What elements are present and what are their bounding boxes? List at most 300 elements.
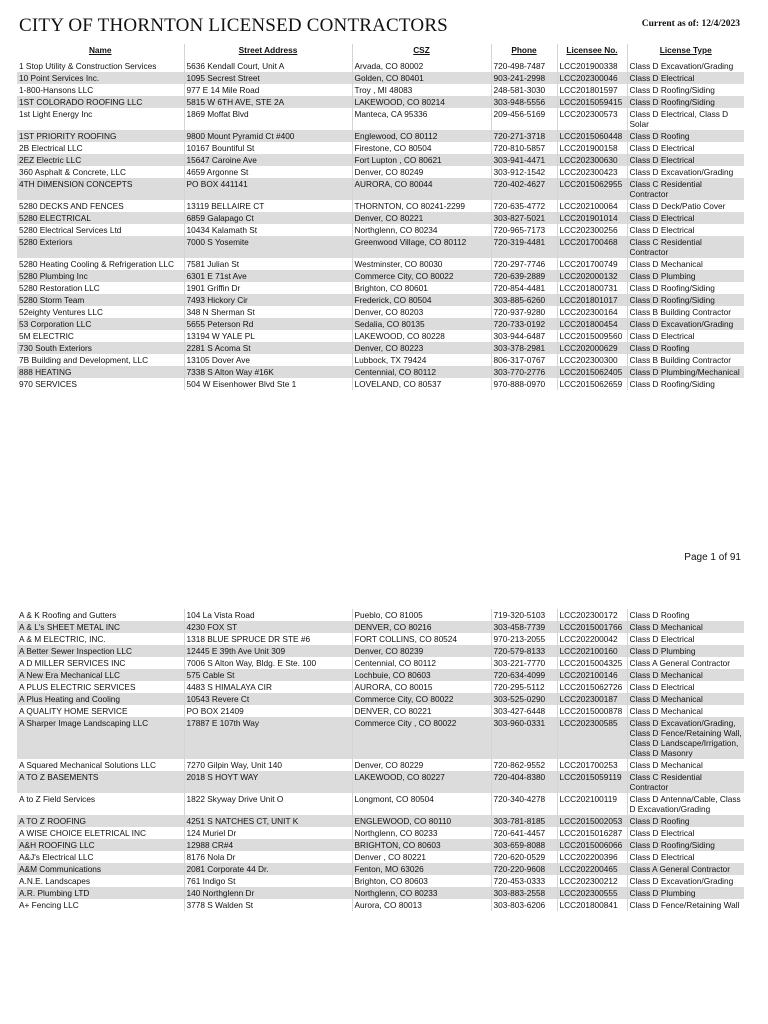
cell-licensee-no: LCC202200465 (557, 863, 627, 875)
cell-csz: Fenton, MO 63026 (352, 863, 491, 875)
table-row[interactable] (17, 609, 744, 621)
cell-csz: AURORA, CO 80044 (352, 178, 491, 200)
cell-name: 1ST PRIORITY ROOFING (19, 131, 117, 141)
cell-license-type: Class D Electrical (627, 330, 744, 342)
cell-phone: 720-733-0192 (491, 318, 557, 330)
cell-phone: 970-213-2055 (491, 633, 557, 645)
table-row[interactable] (17, 645, 744, 657)
cell-licensee-no: LCC202300212 (557, 875, 627, 887)
cell-licensee-no: LCC2015062726 (557, 681, 627, 693)
table-row[interactable] (17, 366, 744, 378)
column-header-street-address[interactable]: Street Address (184, 44, 352, 60)
cell-street-address: 7270 Gilpin Way, Unit 140 (184, 759, 352, 771)
cell-license-type: Class D Mechanical (627, 759, 744, 771)
cell-csz: LOVELAND, CO 80537 (352, 378, 491, 390)
cell-license-type: Class D Electrical (627, 681, 744, 693)
cell-street-address: 124 Muriel Dr (184, 827, 352, 839)
table-row[interactable] (17, 657, 744, 669)
cell-street-address: 504 W Eisenhower Blvd Ste 1 (184, 378, 352, 390)
cell-csz: Englewood, CO 80112 (352, 130, 491, 142)
cell-phone: 720-635-4772 (491, 200, 557, 212)
cell-licensee-no: LCC2015059119 (557, 771, 627, 793)
cell-name: 1st Light Energy Inc (19, 109, 93, 119)
cell-license-type: Class D Excavation/Grading, Class D Fence/Retaining Wall, Class D Landscape/Irrigation, Class D Masonry (627, 717, 744, 759)
cell-name: 7B Building and Development, LLC (19, 355, 149, 365)
cell-name: 5280 Heating Cooling & Refrigeration LLC (19, 259, 174, 269)
cell-street-address: PO BOX 441141 (184, 178, 352, 200)
cell-licensee-no: LCC202000629 (557, 342, 627, 354)
cell-street-address: 15647 Caroine Ave (184, 154, 352, 166)
cell-license-type: Class B Building Contractor (627, 354, 744, 366)
cell-street-address: 9800 Mount Pyramid Ct #400 (184, 130, 352, 142)
cell-street-address: 761 Indigo St (184, 875, 352, 887)
cell-street-address: 2018 S HOYT WAY (184, 771, 352, 793)
cell-name: A & M ELECTRIC, INC. (19, 634, 106, 644)
table-row[interactable] (17, 60, 744, 72)
page-title: CITY OF THORNTON LICENSED CONTRACTORS (19, 15, 448, 36)
cell-licensee-no: LCC201801597 (557, 84, 627, 96)
table-row[interactable] (17, 130, 744, 142)
cell-name: 970 SERVICES (19, 379, 77, 389)
cell-street-address: 6301 E 71st Ave (184, 270, 352, 282)
cell-csz: Lochbuie, CO 80603 (352, 669, 491, 681)
cell-csz: Denver, CO 80229 (352, 759, 491, 771)
table-row[interactable] (17, 693, 744, 705)
cell-phone: 720-404-8380 (491, 771, 557, 793)
table-row[interactable] (17, 96, 744, 108)
cell-phone: 970-888-0970 (491, 378, 557, 390)
cell-licensee-no: LCC2015000878 (557, 705, 627, 717)
cell-license-type: Class D Electrical (627, 851, 744, 863)
cell-csz: BRIGHTON, CO 80603 (352, 839, 491, 851)
cell-csz: Lubbock, TX 79424 (352, 354, 491, 366)
cell-license-type: Class D Roofing/Siding (627, 839, 744, 851)
cell-phone: 303-883-2558 (491, 887, 557, 899)
cell-csz: Northglenn, CO 80234 (352, 224, 491, 236)
cell-street-address: 2281 S Acoma St (184, 342, 352, 354)
contractors-table-page-1 (17, 44, 744, 390)
table-row[interactable] (17, 318, 744, 330)
cell-license-type: Class B Building Contractor (627, 306, 744, 318)
cell-phone: 720-579-8133 (491, 645, 557, 657)
table-row[interactable] (17, 84, 744, 96)
cell-name: 10 Point Services Inc. (19, 73, 100, 83)
table-row[interactable] (17, 851, 744, 863)
cell-name: 5280 ELECTRICAL (19, 213, 91, 223)
table-row[interactable] (17, 270, 744, 282)
cell-phone: 303-803-6206 (491, 899, 557, 911)
cell-phone: 303-912-1542 (491, 166, 557, 178)
table-row[interactable] (17, 793, 744, 815)
current-as-of-label: Current as of: 12/4/2023 (641, 19, 740, 29)
cell-phone: 720-295-5112 (491, 681, 557, 693)
cell-license-type: Class D Plumbing (627, 645, 744, 657)
table-row[interactable] (17, 887, 744, 899)
cell-phone: 303-221-7770 (491, 657, 557, 669)
cell-name: 360 Asphalt & Concrete, LLC (19, 167, 127, 177)
cell-name: A TO Z BASEMENTS (19, 772, 99, 782)
cell-name: 5M ELECTRIC (19, 331, 74, 341)
column-header-phone[interactable]: Phone (491, 44, 557, 60)
cell-name: 52eighty Ventures LLC (19, 307, 103, 317)
table-row[interactable] (17, 224, 744, 236)
table-row[interactable] (17, 294, 744, 306)
table-row[interactable] (17, 212, 744, 224)
cell-phone: 720-965-7173 (491, 224, 557, 236)
cell-license-type: Class D Electrical (627, 633, 744, 645)
cell-street-address: 348 N Sherman St (184, 306, 352, 318)
cell-street-address: 5815 W 6TH AVE, STE 2A (184, 96, 352, 108)
cell-street-address: 1095 Secrest Street (184, 72, 352, 84)
cell-street-address: 4230 FOX ST (184, 621, 352, 633)
cell-phone: 303-770-2776 (491, 366, 557, 378)
cell-phone: 303-948-5556 (491, 96, 557, 108)
cell-licensee-no: LCC202300573 (557, 108, 627, 130)
cell-name: 53 Corporation LLC (19, 319, 92, 329)
cell-street-address: 4483 S HIMALAYA CIR (184, 681, 352, 693)
cell-phone: 303-378-2981 (491, 342, 557, 354)
cell-license-type: Class D Excavation/Grading (627, 166, 744, 178)
cell-name: A Plus Heating and Cooling (19, 694, 121, 704)
cell-phone: 720-854-4481 (491, 282, 557, 294)
table-row[interactable] (17, 759, 744, 771)
table-row[interactable] (17, 705, 744, 717)
cell-licensee-no: LCC202200042 (557, 633, 627, 645)
cell-licensee-no: LCC202300555 (557, 887, 627, 899)
column-header-csz[interactable]: CSZ (352, 44, 491, 60)
cell-street-address: 10167 Bountiful St (184, 142, 352, 154)
table-row[interactable] (17, 815, 744, 827)
cell-phone: 720-810-5857 (491, 142, 557, 154)
cell-license-type: Class D Excavation/Grading (627, 60, 744, 72)
cell-street-address: 5636 Kendall Court, Unit A (184, 60, 352, 72)
cell-csz: Brighton, CO 80603 (352, 875, 491, 887)
cell-licensee-no: LCC2015006066 (557, 839, 627, 851)
cell-licensee-no: LCC202300256 (557, 224, 627, 236)
cell-street-address: 7000 S Yosemite (184, 236, 352, 258)
cell-phone: 720-402-4627 (491, 178, 557, 200)
cell-name: A.R. Plumbing LTD (19, 888, 90, 898)
cell-licensee-no: LCC201800454 (557, 318, 627, 330)
table-row[interactable] (17, 72, 744, 84)
cell-street-address: 4659 Argonne St (184, 166, 352, 178)
cell-street-address: 6859 Galapago Ct (184, 212, 352, 224)
cell-name: A+ Fencing LLC (19, 900, 79, 910)
cell-csz: Northglenn, CO 80233 (352, 887, 491, 899)
cell-csz: LAKEWOOD, CO 80228 (352, 330, 491, 342)
table-row[interactable] (17, 330, 744, 342)
table-row[interactable] (17, 899, 744, 911)
cell-csz: Greenwood Village, CO 80112 (352, 236, 491, 258)
cell-csz: AURORA, CO 80015 (352, 681, 491, 693)
cell-csz: Westminster, CO 80030 (352, 258, 491, 270)
cell-csz: Centennial, CO 80112 (352, 366, 491, 378)
table-row[interactable] (17, 621, 744, 633)
cell-phone: 720-641-4457 (491, 827, 557, 839)
cell-name: 5280 Storm Team (19, 295, 85, 305)
cell-csz: Arvada, CO 80002 (352, 60, 491, 72)
cell-name: 2EZ Electric LLC (19, 155, 82, 165)
table-header-row (17, 44, 744, 60)
cell-phone: 303-941-4471 (491, 154, 557, 166)
cell-license-type: Class D Roofing (627, 342, 744, 354)
page-number-label: Page 1 of 91 (684, 552, 741, 563)
cell-street-address: 10434 Kalamath St (184, 224, 352, 236)
cell-name: A&H ROOFING LLC (19, 840, 95, 850)
cell-license-type: Class D Mechanical (627, 705, 744, 717)
cell-license-type: Class D Electrical (627, 212, 744, 224)
cell-street-address: 4251 S NATCHES CT, UNIT K (184, 815, 352, 827)
cell-phone: 720-453-0333 (491, 875, 557, 887)
table-row[interactable] (17, 771, 744, 793)
cell-licensee-no: LCC201700468 (557, 236, 627, 258)
cell-licensee-no: LCC202100064 (557, 200, 627, 212)
cell-phone: 720-297-7746 (491, 258, 557, 270)
cell-csz: Golden, CO 80401 (352, 72, 491, 84)
cell-name: A & L's SHEET METAL INC (19, 622, 121, 632)
cell-license-type: Class D Antenna/Cable, Class D Excavation/Grading (627, 793, 744, 815)
cell-license-type: Class D Roofing (627, 130, 744, 142)
cell-license-type: Class D Mechanical (627, 669, 744, 681)
cell-name: A to Z Field Services (19, 794, 96, 804)
cell-street-address: 13194 W YALE PL (184, 330, 352, 342)
cell-phone: 209-456-5169 (491, 108, 557, 130)
cell-street-address: 140 Northglenn Dr (184, 887, 352, 899)
cell-name: 5280 Restoration LLC (19, 283, 100, 293)
cell-licensee-no: LCC201700749 (557, 258, 627, 270)
cell-street-address: 104 La Vista Road (184, 609, 352, 621)
cell-licensee-no: LCC201801017 (557, 294, 627, 306)
cell-phone: 303-781-8185 (491, 815, 557, 827)
cell-csz: THORNTON, CO 80241-2299 (352, 200, 491, 212)
cell-street-address: 8176 Nola Dr (184, 851, 352, 863)
cell-street-address: 7581 Julian St (184, 258, 352, 270)
cell-license-type: Class D Mechanical (627, 621, 744, 633)
cell-street-address: 7493 Hickory Cir (184, 294, 352, 306)
cell-name: A Squared Mechanical Solutions LLC (19, 760, 156, 770)
cell-license-type: Class D Electrical (627, 72, 744, 84)
cell-name: A New Era Mechanical LLC (19, 670, 120, 680)
cell-csz: Fort Lupton , CO 80621 (352, 154, 491, 166)
cell-csz: Denver, CO 80239 (352, 645, 491, 657)
table-row[interactable] (17, 258, 744, 270)
cell-street-address: 17887 E 107th Way (184, 717, 352, 759)
cell-csz: Denver, CO 80249 (352, 166, 491, 178)
cell-licensee-no: LCC202000132 (557, 270, 627, 282)
table-row[interactable] (17, 839, 744, 851)
table-row[interactable] (17, 282, 744, 294)
cell-phone: 720-639-2889 (491, 270, 557, 282)
cell-license-type: Class D Roofing/Siding (627, 294, 744, 306)
cell-license-type: Class D Excavation/Grading (627, 318, 744, 330)
cell-license-type: Class D Roofing/Siding (627, 96, 744, 108)
cell-name: 730 South Exteriors (19, 343, 92, 353)
table-row[interactable] (17, 236, 744, 258)
cell-street-address: 977 E 14 Mile Road (184, 84, 352, 96)
cell-csz: Denver, CO 80223 (352, 342, 491, 354)
cell-csz: Commerce City , CO 80022 (352, 717, 491, 759)
cell-name: A Better Sewer Inspection LLC (19, 646, 132, 656)
cell-license-type: Class D Electrical (627, 827, 744, 839)
table-row[interactable] (17, 342, 744, 354)
cell-licensee-no: LCC2015001766 (557, 621, 627, 633)
cell-license-type: Class D Fence/Retaining Wall (627, 899, 744, 911)
cell-phone: 720-498-7487 (491, 60, 557, 72)
table-row[interactable] (17, 378, 744, 390)
cell-licensee-no: LCC202200396 (557, 851, 627, 863)
cell-phone: 303-458-7739 (491, 621, 557, 633)
cell-csz: DENVER, CO 80221 (352, 705, 491, 717)
cell-phone: 303-659-8088 (491, 839, 557, 851)
cell-licensee-no: LCC202300423 (557, 166, 627, 178)
cell-licensee-no: LCC202100119 (557, 793, 627, 815)
cell-street-address: 1822 Skyway Drive Unit O (184, 793, 352, 815)
cell-name: 888 HEATING (19, 367, 72, 377)
cell-licensee-no: LCC202100160 (557, 645, 627, 657)
table-row[interactable] (17, 178, 744, 200)
cell-name: 1 Stop Utility & Construction Services (19, 61, 157, 71)
cell-street-address: 1869 Moffat Blvd (184, 108, 352, 130)
cell-license-type: Class D Roofing/Siding (627, 282, 744, 294)
table-row[interactable] (17, 154, 744, 166)
cell-phone: 720-319-4481 (491, 236, 557, 258)
cell-licensee-no: LCC201700253 (557, 759, 627, 771)
cell-licensee-no: LCC2015002053 (557, 815, 627, 827)
cell-name: A.N.E. Landscapes (19, 876, 91, 886)
column-header-licensee-no[interactable]: Licensee No. (557, 44, 627, 60)
table-row[interactable] (17, 633, 744, 645)
table-row[interactable] (17, 354, 744, 366)
cell-phone: 720-862-9552 (491, 759, 557, 771)
cell-name: A&M Communications (19, 864, 102, 874)
cell-licensee-no: LCC202300164 (557, 306, 627, 318)
cell-licensee-no: LCC202300046 (557, 72, 627, 84)
cell-name: A PLUS ELECTRIC SERVICES (19, 682, 136, 692)
cell-phone: 303-827-5021 (491, 212, 557, 224)
cell-name: 1ST COLORADO ROOFING LLC (19, 97, 143, 107)
table-row[interactable] (17, 306, 744, 318)
cell-csz: LAKEWOOD, CO 80227 (352, 771, 491, 793)
cell-street-address: 575 Cable St (184, 669, 352, 681)
cell-phone: 720-340-4278 (491, 793, 557, 815)
cell-license-type: Class D Excavation/Grading (627, 875, 744, 887)
cell-license-type: Class C Residential Contractor (627, 771, 744, 793)
cell-license-type: Class D Electrical (627, 154, 744, 166)
cell-name: A Sharper Image Landscaping LLC (19, 718, 149, 728)
table-row[interactable] (17, 875, 744, 887)
cell-csz: Commerce City, CO 80022 (352, 693, 491, 705)
cell-csz: Aurora, CO 80013 (352, 899, 491, 911)
table-row[interactable] (17, 142, 744, 154)
cell-licensee-no: LCC2015062955 (557, 178, 627, 200)
cell-csz: ENGLEWOOD, CO 80110 (352, 815, 491, 827)
cell-licensee-no: LCC202300300 (557, 354, 627, 366)
cell-license-type: Class D Roofing (627, 815, 744, 827)
cell-csz: FORT COLLINS, CO 80524 (352, 633, 491, 645)
cell-licensee-no: LCC2015060448 (557, 130, 627, 142)
cell-street-address: PO BOX 21409 (184, 705, 352, 717)
cell-licensee-no: LCC2015059415 (557, 96, 627, 108)
table-row[interactable] (17, 200, 744, 212)
table-row[interactable] (17, 166, 744, 178)
table-row[interactable] (17, 717, 744, 759)
table-row[interactable] (17, 681, 744, 693)
cell-licensee-no: LCC201800731 (557, 282, 627, 294)
cell-csz: LAKEWOOD, CO 80214 (352, 96, 491, 108)
table-row[interactable] (17, 863, 744, 875)
cell-street-address: 3778 S Walden St (184, 899, 352, 911)
column-header-license-type[interactable]: License Type (627, 44, 744, 60)
cell-csz: Manteca, CA 95336 (352, 108, 491, 130)
cell-license-type: Class D Roofing/Siding (627, 378, 744, 390)
cell-licensee-no: LCC2015009560 (557, 330, 627, 342)
cell-licensee-no: LCC202300630 (557, 154, 627, 166)
cell-name: A&J's Electrical LLC (19, 852, 94, 862)
cell-csz: Denver , CO 80221 (352, 851, 491, 863)
cell-license-type: Class D Roofing/Siding (627, 84, 744, 96)
cell-phone: 720-620-0529 (491, 851, 557, 863)
contractors-table-page-2 (17, 609, 744, 911)
cell-license-type: Class D Deck/Patio Cover (627, 200, 744, 212)
cell-license-type: Class C Residential Contractor (627, 178, 744, 200)
cell-street-address: 1901 Griffin Dr (184, 282, 352, 294)
cell-license-type: Class D Plumbing (627, 887, 744, 899)
cell-phone: 303-944-6487 (491, 330, 557, 342)
cell-license-type: Class D Mechanical (627, 258, 744, 270)
table-row[interactable] (17, 827, 744, 839)
cell-licensee-no: LCC201900338 (557, 60, 627, 72)
cell-name: 5280 DECKS AND FENCES (19, 201, 124, 211)
cell-license-type: Class D Electrical (627, 224, 744, 236)
cell-phone: 719-320-5103 (491, 609, 557, 621)
column-header-name[interactable]: Name (88, 45, 112, 55)
cell-licensee-no: LCC202300585 (557, 717, 627, 759)
cell-name: A TO Z ROOFING (19, 816, 86, 826)
cell-phone: 720-937-9280 (491, 306, 557, 318)
cell-licensee-no: LCC202100146 (557, 669, 627, 681)
cell-phone: 303-427-6448 (491, 705, 557, 717)
cell-phone: 903-241-2998 (491, 72, 557, 84)
cell-name: A D MILLER SERVICES INC (19, 658, 126, 668)
cell-name: A WISE CHOICE ELETRICAL INC (19, 828, 146, 838)
cell-street-address: 10543 Revere Ct (184, 693, 352, 705)
cell-licensee-no: LCC201900158 (557, 142, 627, 154)
cell-street-address: 12988 CR#4 (184, 839, 352, 851)
table-row[interactable] (17, 669, 744, 681)
table-row[interactable] (17, 108, 744, 130)
cell-street-address: 2081 Corporate 44 Dr. (184, 863, 352, 875)
cell-csz: Frederick, CO 80504 (352, 294, 491, 306)
cell-name: A & K Roofing and Gutters (19, 610, 117, 620)
cell-phone: 806-317-0767 (491, 354, 557, 366)
cell-licensee-no: LCC202300172 (557, 609, 627, 621)
cell-name: 1-800-Hansons LLC (19, 85, 94, 95)
cell-csz: Denver, CO 80203 (352, 306, 491, 318)
cell-csz: Troy , MI 48083 (352, 84, 491, 96)
cell-license-type: Class D Electrical (627, 142, 744, 154)
cell-name: 5280 Plumbing Inc (19, 271, 88, 281)
cell-csz: Brighton, CO 80601 (352, 282, 491, 294)
cell-csz: Pueblo, CO 81005 (352, 609, 491, 621)
cell-licensee-no: LCC2015004325 (557, 657, 627, 669)
cell-phone: 720-271-3718 (491, 130, 557, 142)
cell-phone: 720-634-4099 (491, 669, 557, 681)
cell-phone: 303-960-0331 (491, 717, 557, 759)
cell-street-address: 13105 Dover Ave (184, 354, 352, 366)
cell-phone: 720-220-9608 (491, 863, 557, 875)
cell-csz: Commerce City, CO 80022 (352, 270, 491, 282)
cell-street-address: 13119 BELLAIRE CT (184, 200, 352, 212)
